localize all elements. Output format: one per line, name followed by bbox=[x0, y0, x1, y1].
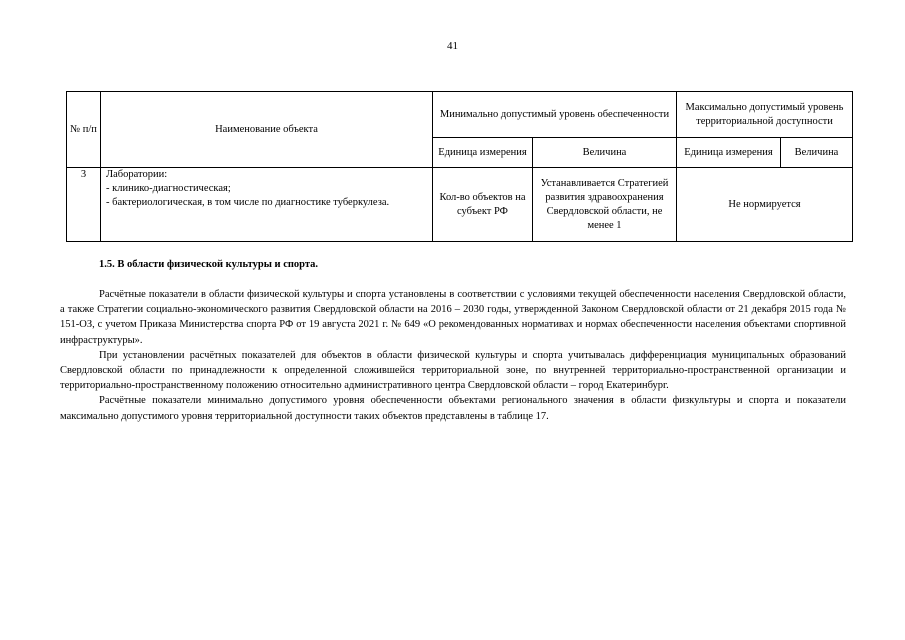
body-text bbox=[60, 287, 846, 424]
name-line: Лаборатории: bbox=[106, 169, 168, 180]
page-number: 41 bbox=[447, 40, 458, 52]
row-min-value: Устанавливается Стратегией развития здравоохранения Свердловской области, не менее 1 bbox=[533, 168, 677, 242]
row-min-unit: Кол-во объектов на субъект РФ bbox=[433, 168, 533, 242]
header-number: № п/п bbox=[67, 92, 101, 168]
header-object-name: Наименование объекта bbox=[101, 92, 433, 168]
header-max-value: Величина bbox=[781, 138, 853, 168]
row-max-value: Не нормируется bbox=[677, 168, 853, 242]
name-line: - бактериологическая, в том числе по диагностике туберкулеза. bbox=[106, 197, 390, 208]
name-line: - клинико-диагностическая; bbox=[106, 183, 231, 194]
row-object-name bbox=[101, 168, 433, 242]
header-min-value: Величина bbox=[533, 138, 677, 168]
row-number: 3 bbox=[67, 168, 101, 242]
header-max-unit: Единица измерения bbox=[677, 138, 781, 168]
facilities-table bbox=[66, 91, 853, 242]
paragraph: При установлении расчётных показателей для объектов в области физической культуры и спорта учитывалась дифференциация муниципальных образований Свердловской области по принадлежности к определенной сложившейся территориальной зоне, по внутренней территориально-пространственной организации и территориально-пространственному положению относительно административного центра Свердловской области – город Екатеринбург. bbox=[60, 349, 846, 392]
header-min-unit: Единица измерения bbox=[433, 138, 533, 168]
header-max-accessibility: Максимально допустимый уровень территориальной доступности bbox=[677, 92, 853, 138]
paragraph: Расчётные показатели минимально допустимого уровня обеспеченности объектами регионального значения в области физкультуры и спорта и показатели максимально допустимого уровня территориальной доступности таких объектов представлены в таблице 17. bbox=[60, 395, 846, 422]
header-min-provision: Минимально допустимый уровень обеспеченности bbox=[433, 92, 677, 138]
section-heading: 1.5. В области физической культуры и спорта. bbox=[99, 259, 319, 270]
table-row bbox=[67, 168, 853, 242]
paragraph: Расчётные показатели в области физической культуры и спорта установлены в соответствии с условиями текущей обеспеченности населения Свердловской области, а также Стратегии социально-экономического развития Свердловской области на 2016 – 2030 годы, утвержденной Законом Свердловской области от 21 декабря 2015 года № 151-ОЗ, с учетом Приказа Министерства спорта РФ от 19 августа 2021 г. № 649 «О рекомендованных нормативах и нормах обеспеченности населения объектами спортивной инфраструктуры». bbox=[60, 289, 846, 346]
